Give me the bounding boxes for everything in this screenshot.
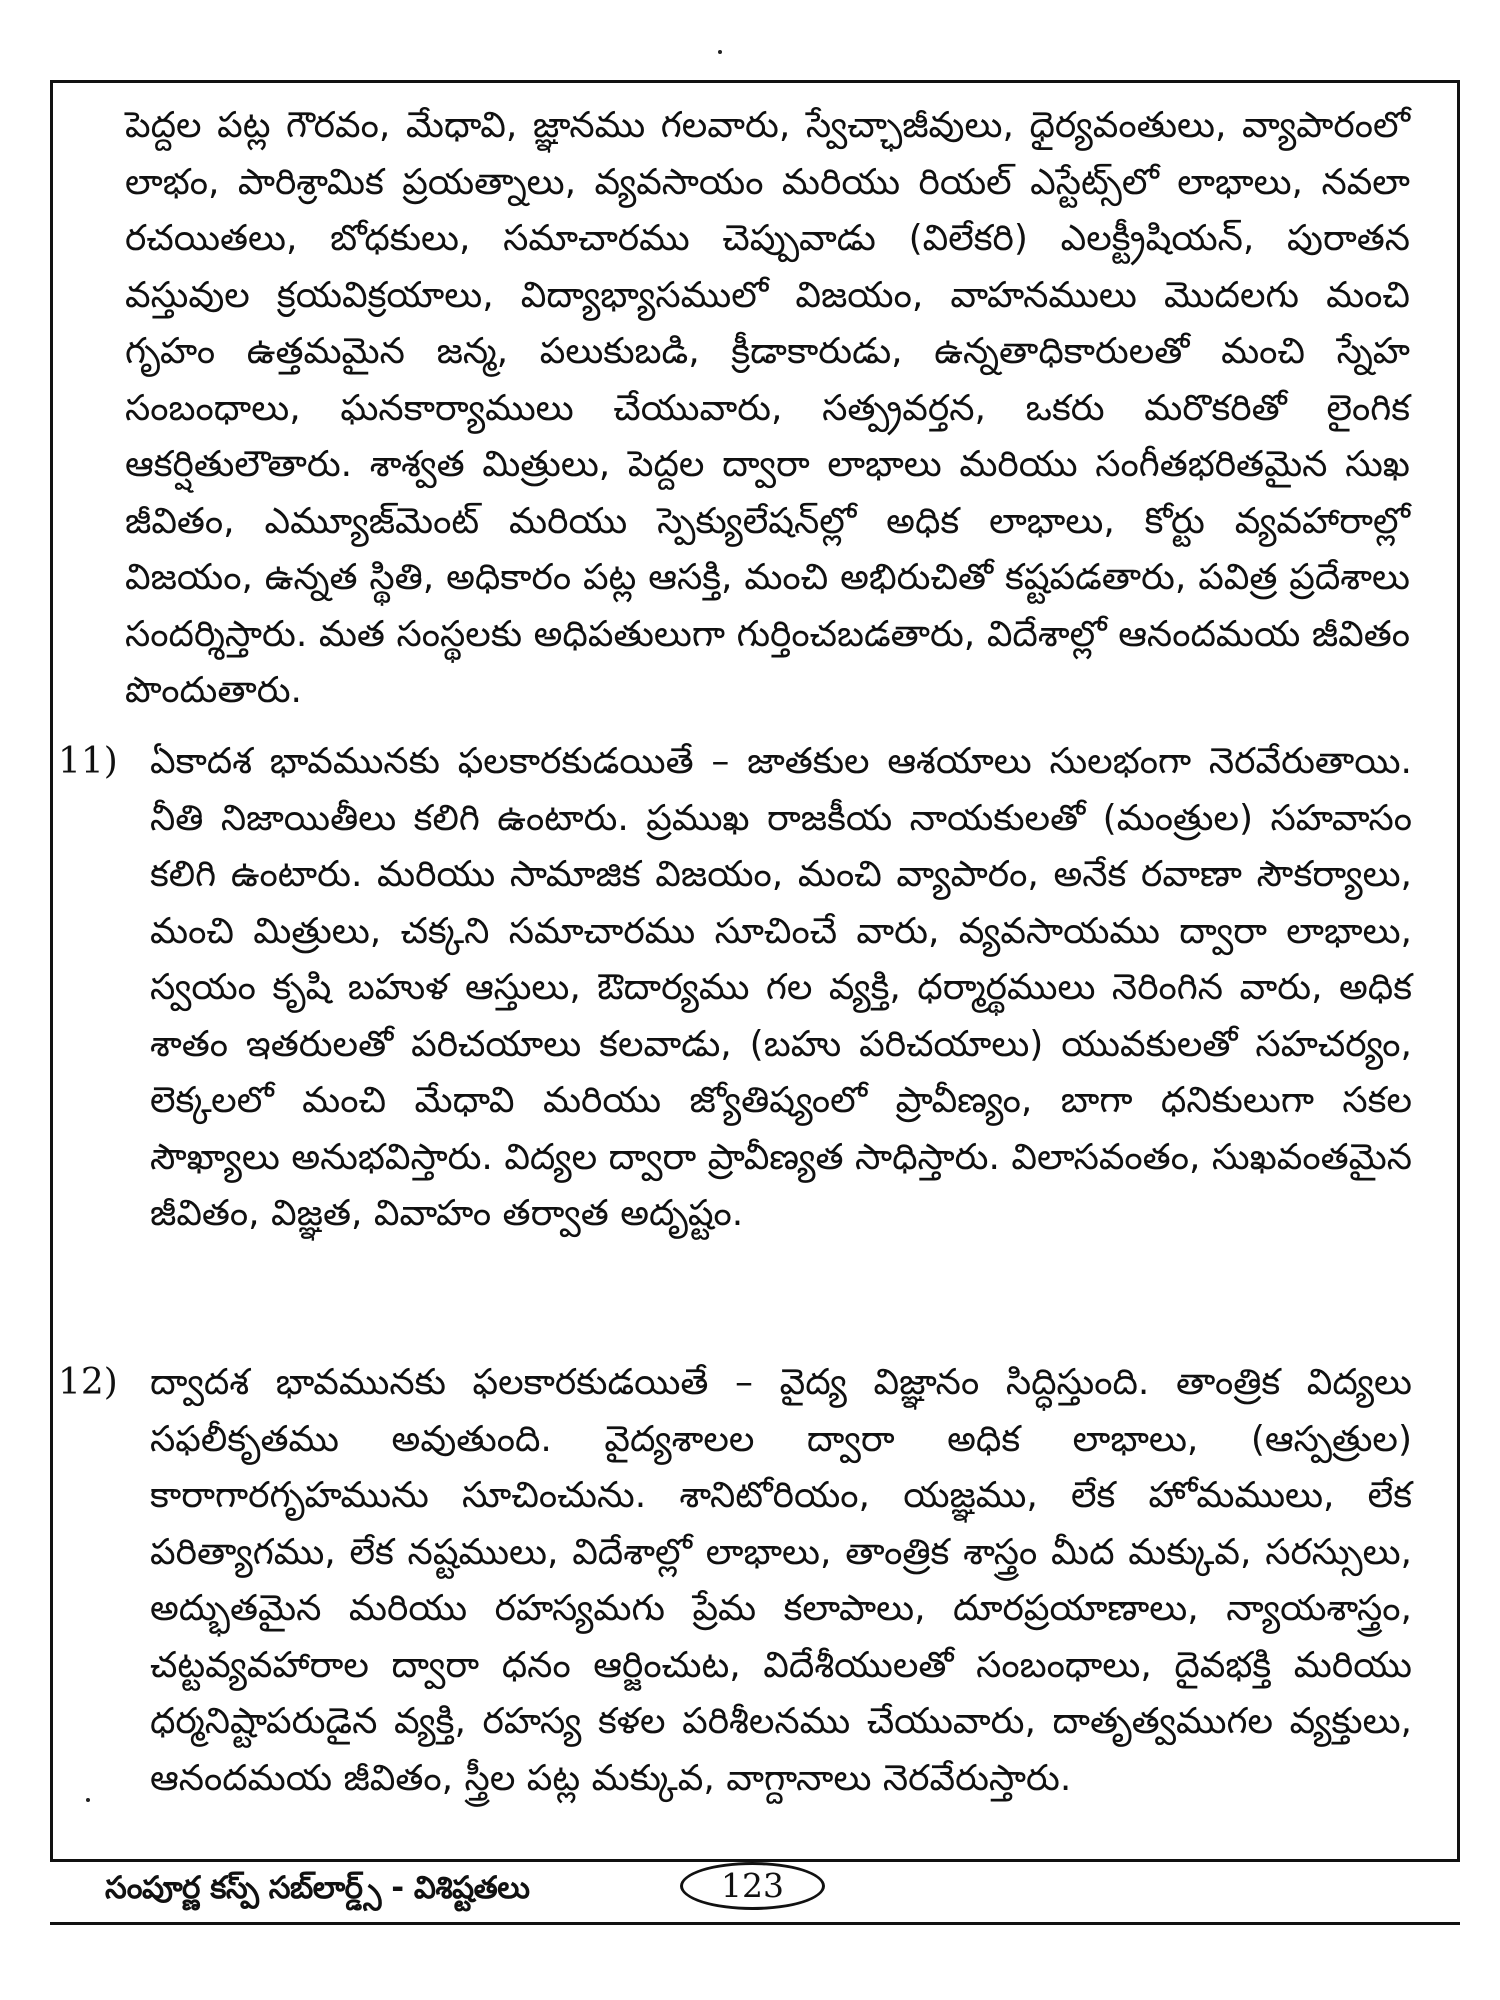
item-number: 11): [58, 741, 118, 782]
book-title: సంపూర్ణ కస్ప్ సబ్‌లార్డ్స్ - విశిష్టతలు: [105, 1870, 530, 1906]
scan-speck: [718, 50, 722, 54]
page-number: 123: [680, 1862, 825, 1910]
item-text: ఏకాదశ భావమునకు ఫలకారకుడయితే – జాతకుల ఆశయాలు సులభంగా నెరవేరుతాయి. నీతి నిజాయితీలు కలిగి ఉంటారు. ప్రముఖ రాజకీయ నాయకులతో (మంత్రుల) సహవాసం కలిగి ఉంటారు. మరియు సామాజిక విజయం, మంచి వ్యాపారం, అనేక రవాణా సౌకర్యాలు, మంచి మిత్రులు, చక్కని సమాచారము సూచించే వారు, వ్యవసాయము ద్వారా లాభాలు, స్వయం కృషి బహుళ ఆస్తులు, ఔదార్యము గల వ్యక్తి, ధర్మార్థములు నెరింగిన వారు, అధిక శాతం ఇతరులతో పరిచయాలు కలవాడు, (బహు పరిచయాలు) యువకులతో సహచర్యం, లెక్కలలో మంచి మేధావి మరియు జ్యోతిష్యంలో ప్రావీణ్యం, బాగా ధనికులుగా సకల సౌఖ్యాలు అనుభవిస్తారు. విద్యల ద్వారా ప్రావీణ్యత సాధిస్తారు. విలాసవంతం, సుఖవంతమైన జీవితం, విజ్ఞత, వివాహం తర్వాత అదృష్టం.: [150, 741, 1412, 1234]
continuation-paragraph: పెద్దల పట్ల గౌరవం, మేధావి, జ్ఞానము గలవారు, స్వేచ్ఛాజీవులు, ధైర్యవంతులు, వ్యాపారంలో లాభం, పారిశ్రామిక ప్రయత్నాలు, వ్యవసాయం మరియు రియల్ ఎస్టేట్స్‌లో లాభాలు, నవలా రచయితలు, బోధకులు, సమాచారము చెప్పువాడు (విలేకరి) ఎలక్ట్రీషియన్, పురాతన వస్తువుల క్రయవిక్రయాలు, విద్యాభ్యాసములో విజయం, వాహనములు మొదలగు మంచి గృహం ఉత్తమమైన జన్మ, పలుకుబడి, క్రీడాకారుడు, ఉన్నతాధికారులతో మంచి స్నేహ సంబంధాలు, ఘనకార్యాములు చేయువారు, సత్ప్రవర్తన, ఒకరు మరొకరితో లైంగిక ఆకర్షితులౌతారు. శాశ్వత మిత్రులు, పెద్దల ద్వారా లాభాలు మరియు సంగీతభరితమైన సుఖ జీవితం, ఎమ్యూజ్‌మెంట్ మరియు స్పెక్యులేషన్‌ల్లో అధిక లాభాలు, కోర్టు వ్యవహారాల్లో విజయం, ఉన్నత స్థితి, అధికారం పట్ల ఆసక్తి, మంచి అభిరుచితో కష్టపడతారు, పవిత్ర ప్రదేశాలు సందర్శిస్తారు. మత సంస్థలకు అధిపతులుగా గుర్తించబడతారు, విదేశాల్లో ఆనందమయ జీవితం పొందుతారు.: [125, 105, 1410, 711]
item-text: ద్వాదశ భావమునకు ఫలకారకుడయితే – వైద్య విజ్ఞానం సిద్ధిస్తుంది. తాంత్రిక విద్యలు సఫలీకృతము అవుతుంది. వైద్యశాలల ద్వారా అధిక లాభాలు, (ఆస్పత్రుల) కారాగారగృహమును సూచించును. శానిటోరియం, యజ్ఞము, లేక హోమములు, లేక పరిత్యాగము, లేక నష్టములు, విదేశాల్లో లాభాలు, తాంత్రిక శాస్త్రం మీద మక్కువ, సరస్సులు, అద్భుతమైన మరియు రహస్యమగు ప్రేమ కలాపాలు, దూరప్రయాణాలు, న్యాయశాస్త్రం, చట్టవ్యవహారాల ద్వారా ధనం ఆర్జించుట, విదేశీయులతో సంబంధాలు, దైవభక్తి మరియు ధర్మనిష్టాపరుడైన వ్యక్తి, రహస్య కళల పరిశీలనము చేయువారు, దాతృత్వముగల వ్యక్తులు, ఆనందమయ జీవితం, స్త్రీల పట్ల మక్కువ, వాగ్దానాలు నెరవేరుస్తారు.: [150, 1362, 1412, 1799]
scan-speck: [86, 1798, 90, 1802]
item-number: 12): [58, 1362, 118, 1403]
footer-rule: [50, 1922, 1460, 1925]
